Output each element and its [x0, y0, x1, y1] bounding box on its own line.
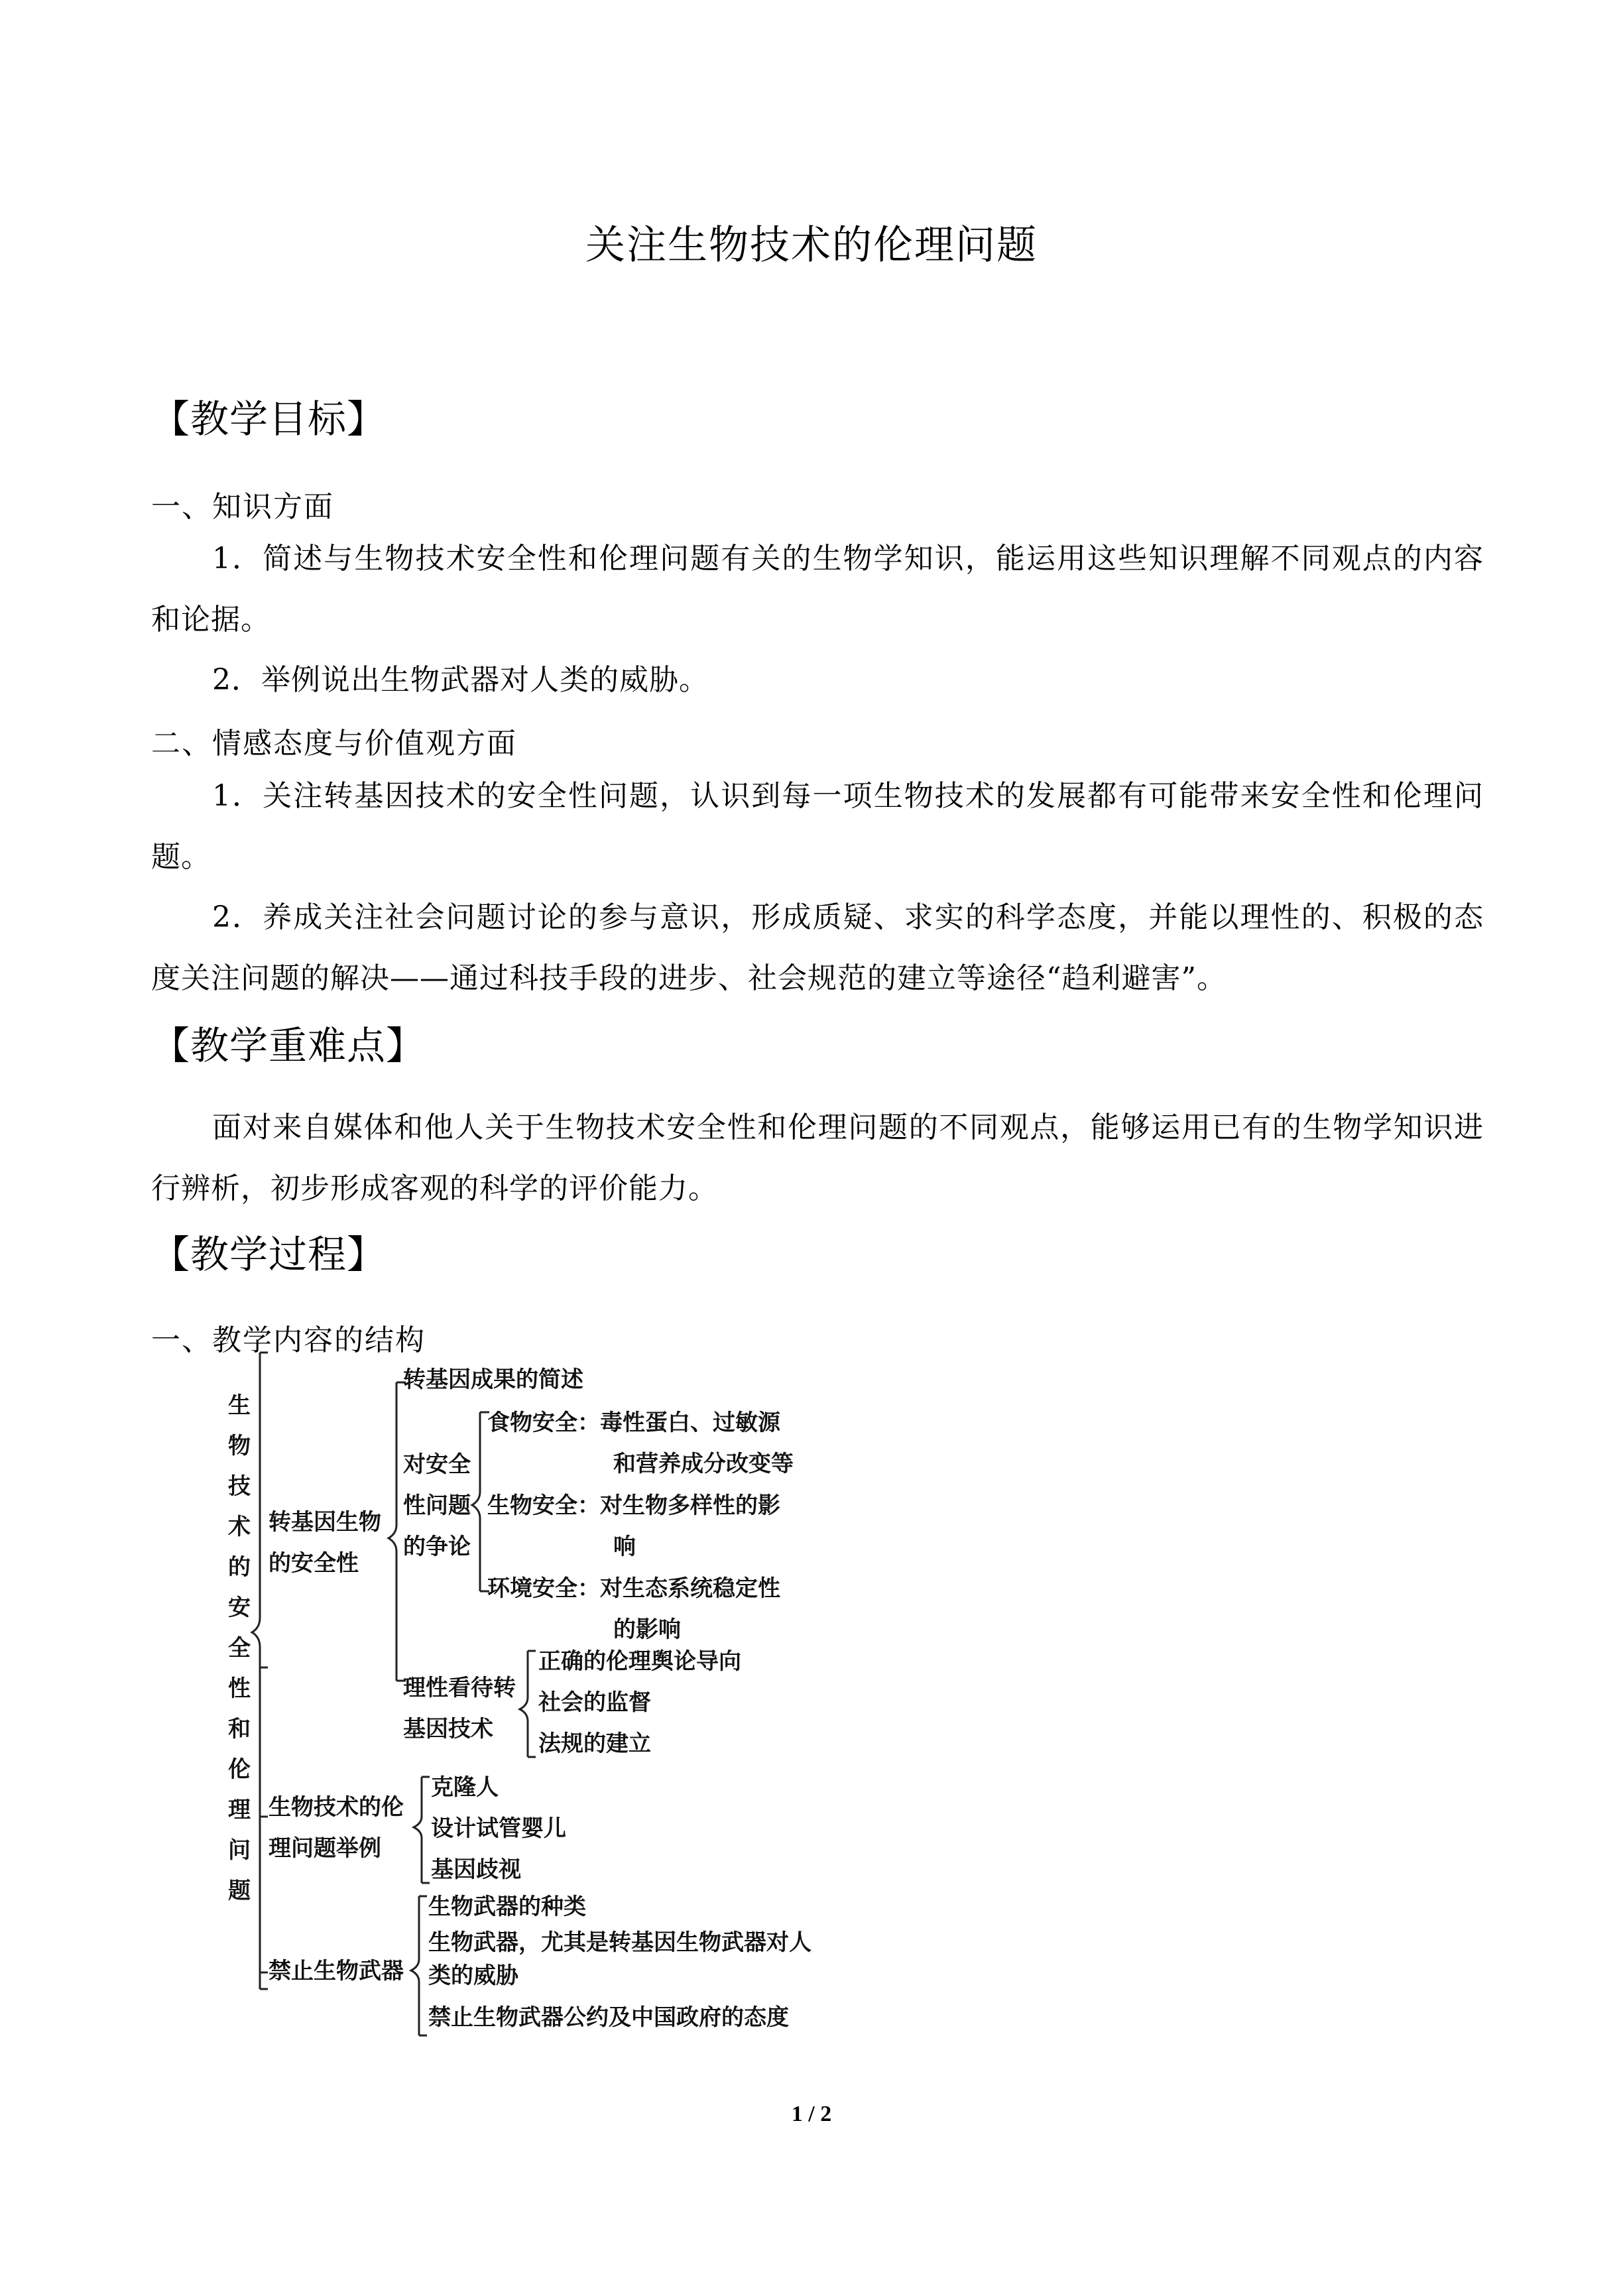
structure-heading: 一、教学内容的结构 — [151, 1323, 426, 1357]
diagram-weapons-item-2: 生物武器，尤其是转基因生物武器对人类的威胁 — [428, 1929, 812, 1989]
diagram-rational-item-2: 社会的监督 — [538, 1689, 651, 1716]
diagram-ethics-item-1: 克隆人 — [431, 1774, 499, 1801]
diagram-gm-summary: 转基因成果的简述 — [403, 1366, 583, 1393]
section-objectives-heading: 【教学目标】 — [151, 396, 387, 442]
diagram-food-safety-line1: 食物安全：毒性蛋白、过敏源 — [487, 1410, 780, 1436]
diagram-env-safety-line2: 的影响 — [613, 1616, 681, 1643]
diagram-weapons-item-1: 生物武器的种类 — [428, 1894, 586, 1920]
section-process-heading: 【教学过程】 — [151, 1232, 387, 1277]
diagram-branch-ethics: 生物技术的伦理问题举例 — [269, 1794, 404, 1862]
attitude-heading: 二、情感态度与价值观方面 — [151, 727, 517, 760]
page-title: 关注生物技术的伦理问题 — [585, 222, 1038, 269]
diagram-ethics-item-2: 设计试管婴儿 — [431, 1815, 566, 1842]
diagram-rational-item-1: 正确的伦理舆论导向 — [538, 1648, 741, 1675]
attitude-item-2: 2．养成关注社会问题讨论的参与意识，形成质疑、求实的科学态度，并能以理性的、积极的态度关注问题的解决——通过科技手段的进步、社会规范的建立等途径“趋利避害”。 — [151, 900, 1484, 995]
diagram-gm-debate: 对安全性问题的争论 — [403, 1451, 471, 1560]
diagram-branch-gm: 转基因生物的安全性 — [269, 1509, 381, 1577]
key-points-text: 面对来自媒体和他人关于生物技术安全性和伦理问题的不同观点，能够运用已有的生物学知识进行辨析，初步形成客观的科学的评价能力。 — [151, 1111, 1484, 1205]
diagram-bio-safety-line2: 响 — [613, 1534, 636, 1560]
diagram-bio-safety-line1: 生物安全：对生物多样性的影 — [487, 1492, 780, 1519]
diagram-env-safety-line1: 环境安全：对生态系统稳定性 — [487, 1575, 780, 1602]
page-number: 1 / 2 — [791, 2102, 832, 2126]
diagram-weapons-item-3: 禁止生物武器公约及中国政府的态度 — [428, 2004, 789, 2031]
knowledge-heading: 一、知识方面 — [151, 490, 334, 524]
diagram-ethics-item-3: 基因歧视 — [431, 1856, 521, 1883]
attitude-item-1: 1．关注转基因技术的安全性问题，认识到每一项生物技术的发展都有可能带来安全性和伦理问题。 — [151, 779, 1484, 874]
diagram-branch-weapons: 禁止生物武器 — [269, 1958, 404, 1984]
diagram-rational: 理性看待转基因技术 — [403, 1675, 516, 1742]
knowledge-item-2: 2．举例说出生物武器对人类的威胁。 — [212, 663, 709, 697]
diagram-root: 生物技术的安全性和伦理问题 — [228, 1392, 251, 1904]
knowledge-item-1: 1．简述与生物技术安全性和伦理问题有关的生物学知识，能运用这些知识理解不同观点的内容和论据。 — [151, 542, 1484, 636]
section-key-points-heading: 【教学重难点】 — [151, 1023, 426, 1068]
diagram-rational-item-3: 法规的建立 — [538, 1730, 651, 1757]
diagram-food-safety-line2: 和营养成分改变等 — [613, 1451, 794, 1477]
